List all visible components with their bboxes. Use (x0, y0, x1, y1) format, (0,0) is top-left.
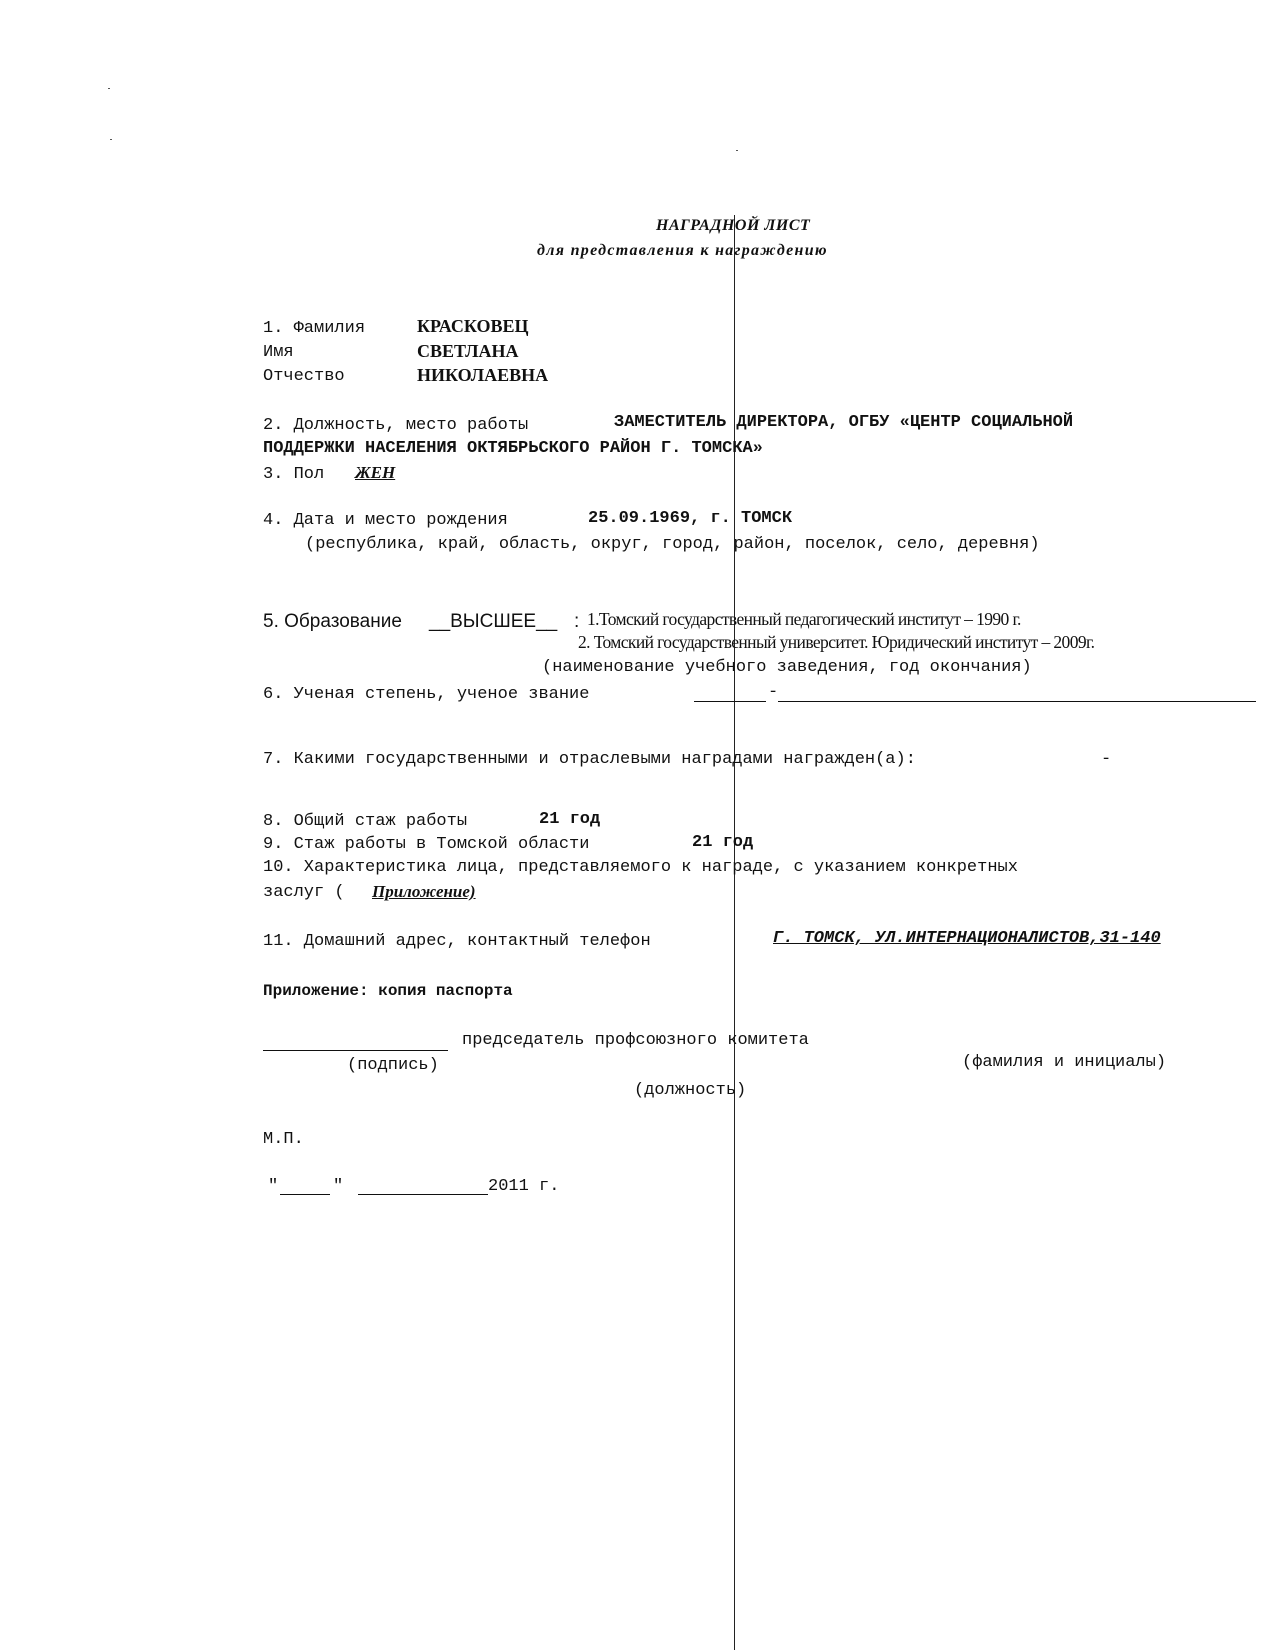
document-subtitle: для представления к награждению (537, 242, 828, 259)
region-experience-label: 9. Стаж работы в Томской области (263, 835, 590, 854)
patronymic-label: Отчество (263, 367, 345, 386)
address-value: Г. ТОМСК, УЛ.ИНТЕРНАЦИОНАЛИСТОВ,31-140 (773, 929, 1161, 948)
position-label: 2. Должность, место работы (263, 416, 529, 435)
date-year: 2011 г. (488, 1177, 560, 1196)
surname-value: КРАСКОВЕЦ (417, 316, 529, 336)
address-label: 11. Домашний адрес, контактный телефон (263, 932, 651, 951)
name-hint: (фамилия и инициалы) (962, 1053, 1167, 1072)
birth-value: 25.09.1969, г. ТОМСК (588, 509, 793, 528)
date-open-quote: " (268, 1177, 279, 1196)
characteristic-line1: 10. Характеристика лица, представляемого к награде, с указанием конкретных (263, 858, 1018, 877)
scan-speck (108, 88, 110, 89)
birth-label: 4. Дата и место рождения (263, 511, 508, 530)
date-day-line (280, 1194, 330, 1195)
surname-label: 1. Фамилия (263, 319, 366, 338)
position-value-line1: ЗАМЕСТИТЕЛЬ ДИРЕКТОРА, ОГБУ «ЦЕНТР СОЦИАЛЬНОЙ (614, 413, 1074, 432)
name-value: СВЕТЛАНА (417, 341, 519, 361)
education-value: __ВЫСШЕЕ__ (429, 611, 558, 632)
signature-hint: (подпись) (347, 1056, 439, 1075)
gender-label: 3. Пол (263, 465, 325, 484)
patronymic-value: НИКОЛАЕВНА (417, 365, 549, 385)
degree-underline-long (778, 701, 1256, 702)
degree-underline (694, 701, 766, 702)
awards-label: 7. Какими государственными и отраслевыми наградами награжден(а): (263, 750, 916, 769)
date-close-quote: " (333, 1177, 344, 1196)
institution-2: 2. Томский государственный университет. Юридический институт – 2009г. (578, 632, 1095, 652)
position-hint: (должность) (634, 1081, 747, 1100)
education-hint: (наименование учебного заведения, год окончания) (542, 658, 1032, 677)
characteristic-appendix-ref: Приложение) (372, 882, 476, 901)
scan-speck (110, 139, 112, 140)
position-value-line2: ПОДДЕРЖКИ НАСЕЛЕНИЯ ОКТЯБРЬСКОГО РАЙОН Г. ТОМСКА» (263, 439, 763, 458)
stamp-place: М.П. (263, 1130, 304, 1149)
name-label: Имя (263, 343, 294, 362)
degree-value: - (768, 683, 779, 702)
education-label: 5. Образование (263, 611, 402, 632)
degree-label: 6. Ученая степень, ученое звание (263, 685, 590, 704)
birth-hint: (республика, край, область, округ, город, район, поселок, село, деревня) (305, 535, 1040, 554)
attachment-note: Приложение: копия паспорта (263, 982, 513, 1000)
gender-value: ЖЕН (355, 463, 396, 482)
region-experience-value: 21 год (692, 833, 754, 852)
characteristic-line2-prefix: заслуг ( (263, 883, 345, 902)
education-colon: : (574, 611, 580, 632)
total-experience-label: 8. Общий стаж работы (263, 812, 468, 831)
document-title: НАГРАДНОЙ ЛИСТ (656, 217, 811, 234)
scan-speck (736, 150, 738, 151)
awards-value: - (1101, 750, 1112, 769)
signatory-position: председатель профсоюзного комитета (462, 1031, 809, 1050)
signature-line (263, 1050, 448, 1051)
total-experience-value: 21 год (539, 810, 601, 829)
institution-1: 1.Томский государственный педагогический институт – 1990 г. (587, 609, 1021, 629)
date-month-line (358, 1194, 488, 1195)
